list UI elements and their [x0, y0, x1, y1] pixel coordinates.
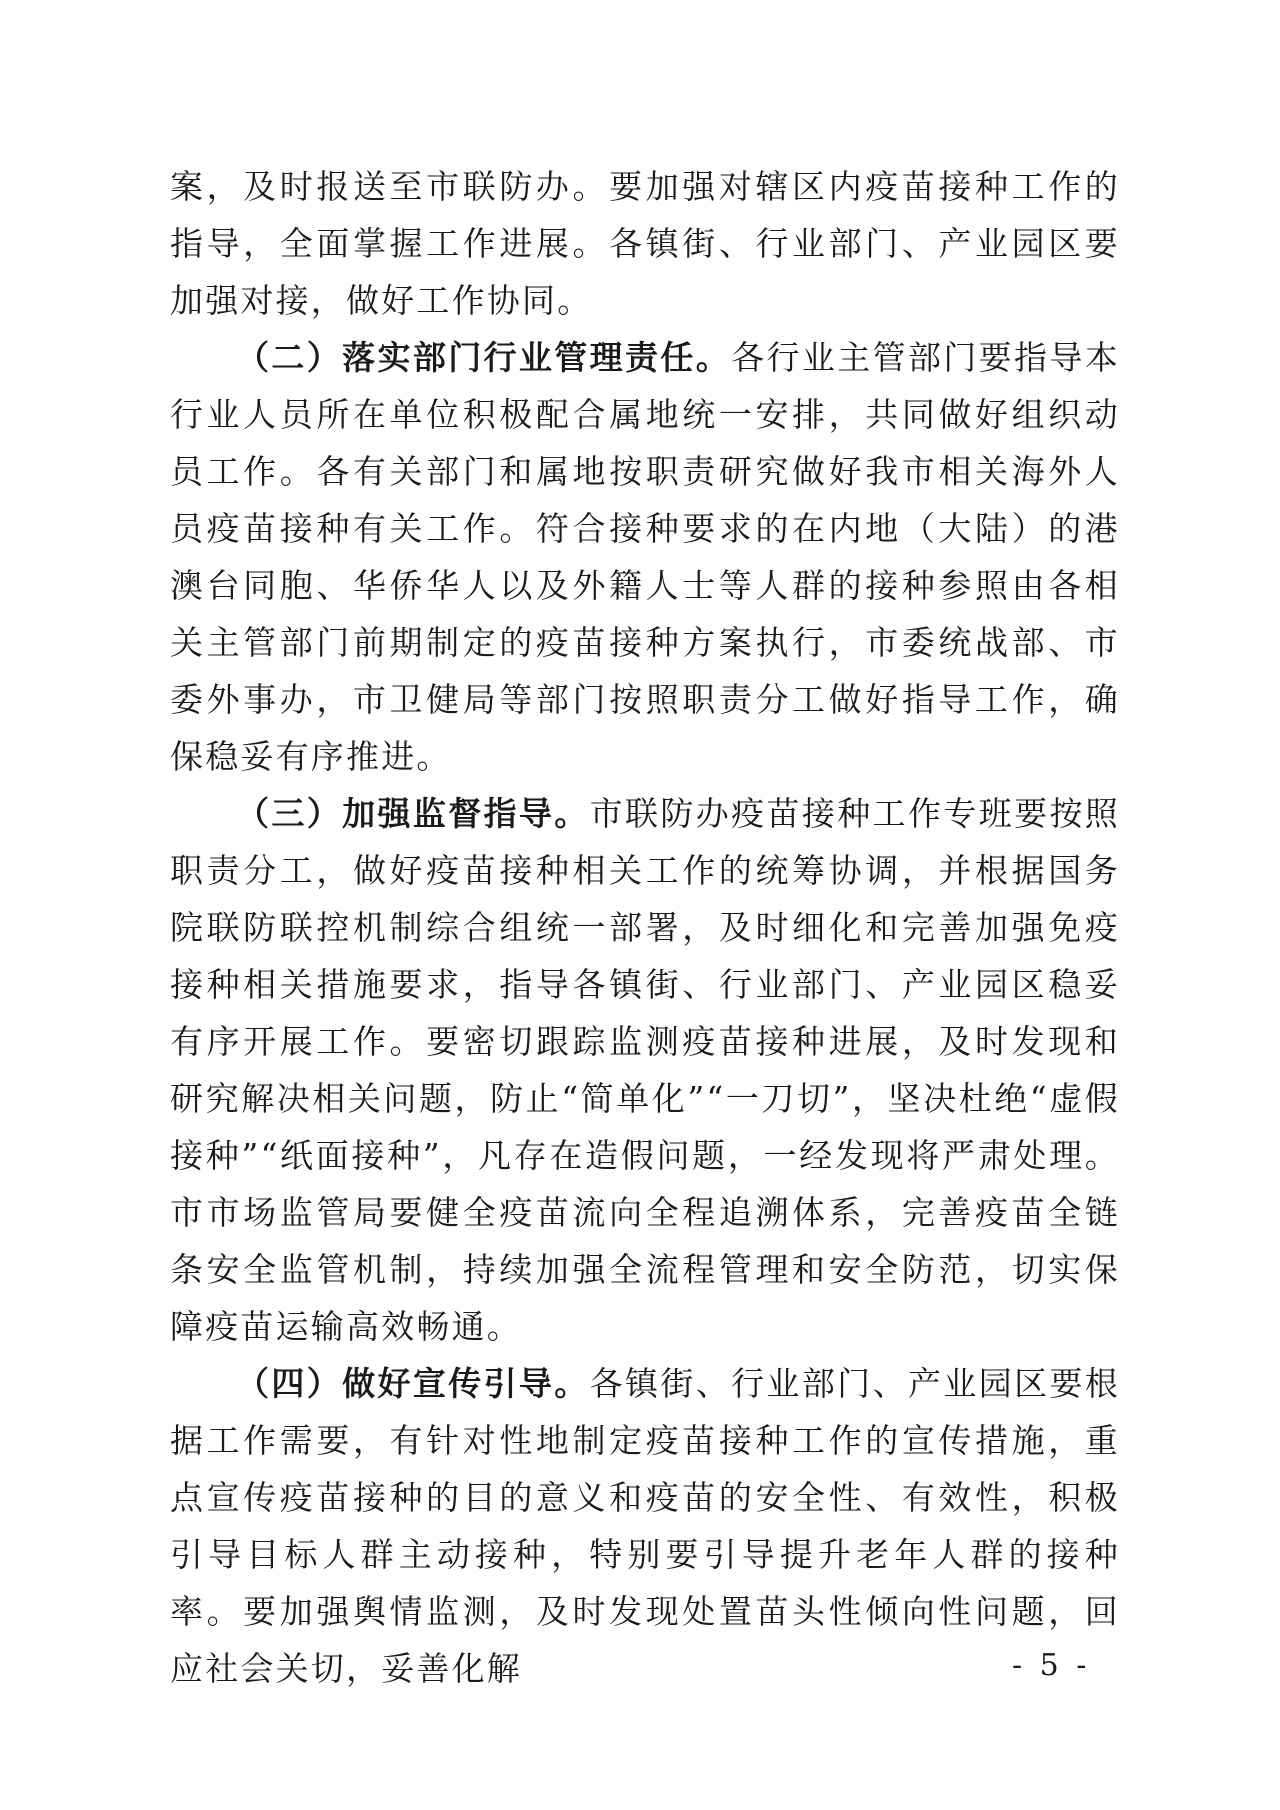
section-heading-2: （二）落实部门行业管理责任。: [236, 338, 732, 377]
page-number: - 5 -: [1012, 1648, 1091, 1683]
document-body: [170, 158, 1120, 1697]
section-paragraph-2: [170, 329, 1120, 785]
section-heading-3: （三）加强监督指导。: [236, 794, 590, 833]
section-paragraph-3: [170, 785, 1120, 1355]
section-body-2: 各行业主管部门要指导本行业人员所在单位积极配合属地统一安排，共同做好组织动员工作。各有关部门和属地按职责研究做好我市相关海外人员疫苗接种有关工作。符合接种要求的在内地（大陆）的港澳台同胞、华侨华人以及外籍人士等人群的接种参照由各相关主管部门前期制定的疫苗接种方案执行，市委统战部、市委外事办，市卫健局等部门按照职责分工做好指导工作，确保稳妥有序推进。: [170, 338, 1120, 776]
section-body-4: 各镇街、行业部门、产业园区要根据工作需要，有针对性地制定疫苗接种工作的宣传措施，重点宣传疫苗接种的目的意义和疫苗的安全性、有效性，积极引导目标人群主动接种，特别要引导提升老年人群的接种率。要加强舆情监测，及时发现处置苗头性倾向性问题，回应社会关切，妥善化解: [170, 1364, 1121, 1688]
section-paragraph-4: [170, 1355, 1120, 1697]
continued-paragraph: 案，及时报送至市联防办。要加强对辖区内疫苗接种工作的指导，全面掌握工作进展。各镇街、行业部门、产业园区要加强对接，做好工作协同。: [170, 167, 1120, 320]
section-heading-4: （四）做好宣传引导。: [236, 1364, 590, 1403]
section-body-3: 市联防办疫苗接种工作专班要按照职责分工，做好疫苗接种相关工作的统筹协调，并根据国务院联防联控机制综合组统一部署，及时细化和完善加强免疫接种相关措施要求，指导各镇街、行业部门、产业园区稳妥有序开展工作。要密切跟踪监测疫苗接种进展，及时发现和研究解决相关问题，防止“简单化”“一刀切”，坚决杜绝“虚假接种”“纸面接种”，凡存在造假问题，一经发现将严肃处理。市市场监管局要健全疫苗流向全程追溯体系，完善疫苗全链条安全监管机制，持续加强全流程管理和安全防范，切实保障疫苗运输高效畅通。: [170, 794, 1121, 1346]
